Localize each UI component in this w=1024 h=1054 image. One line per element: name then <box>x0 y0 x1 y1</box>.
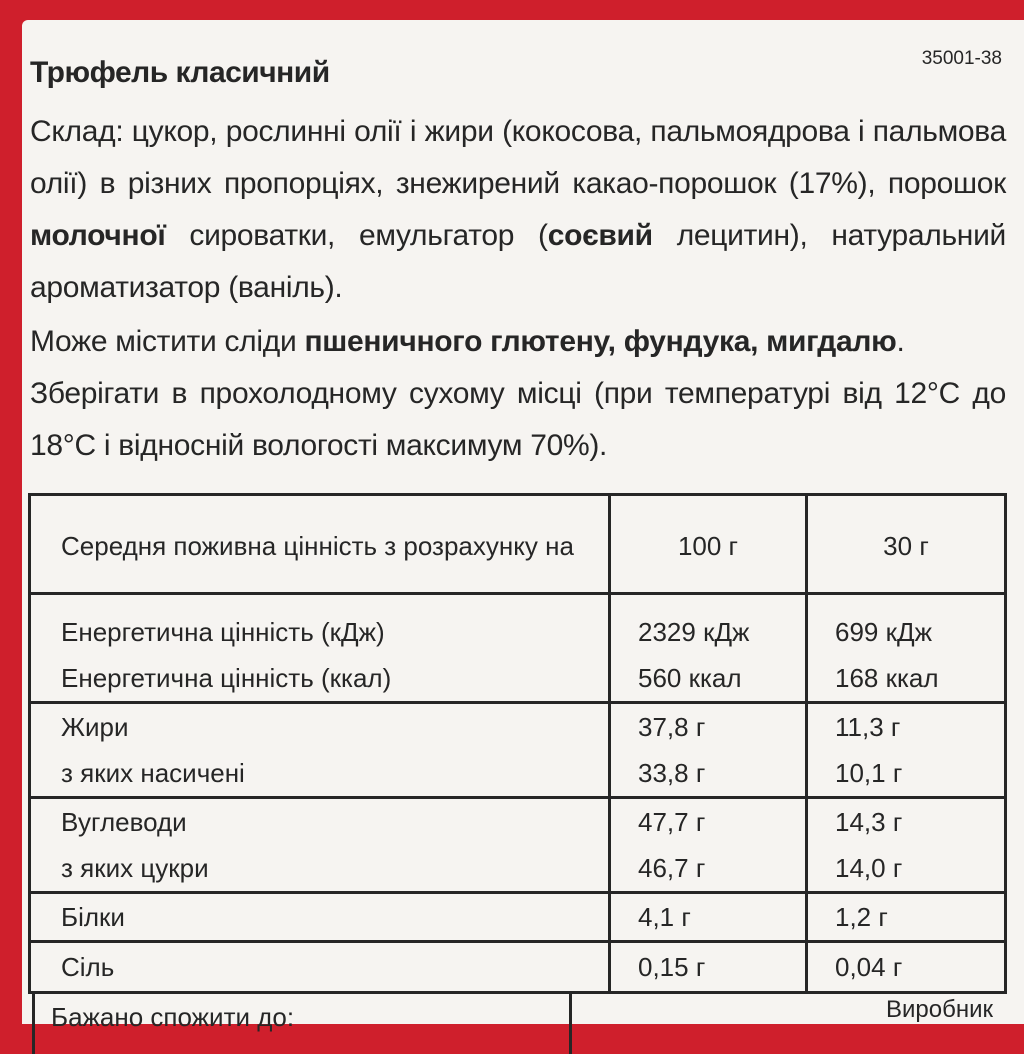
value-30g: 168 ккал <box>807 655 1006 703</box>
product-code: 35001-38 <box>921 48 1002 69</box>
ingredients-text <box>30 106 1006 314</box>
nutrient-name: Енергетична цінність (кДж) <box>30 594 610 656</box>
value-100g: 2329 кДж <box>610 594 807 656</box>
nutrient-name: Сіль <box>30 942 610 993</box>
allergen-soy: соєвий <box>547 219 653 252</box>
value-100g: 46,7 г <box>610 845 807 893</box>
nutrition-header-100g: 100 г <box>610 495 807 594</box>
value-30g: 14,0 г <box>807 845 1006 893</box>
product-title: Трюфель класичний <box>30 56 330 89</box>
ingredients-suffix: лецитин), натуральний ароматизатор (ваніль). <box>30 219 1006 304</box>
allergens-bold: пшеничного глютену, фундука, мигдалю <box>304 325 897 358</box>
table-row <box>30 750 1006 798</box>
nutrient-name: Енергетична цінність (ккал) <box>30 655 610 703</box>
nutrition-table <box>28 493 1007 994</box>
value-100g: 0,15 г <box>610 942 807 993</box>
value-30g: 0,04 г <box>807 942 1006 993</box>
ingredients-prefix: Склад: цукор, рослинні олії і жири (кокосова, пальмоядрова і пальмова олії) в різних пропорціях, знежирений какао-порошок (17%), порошок <box>30 115 1006 200</box>
table-row <box>30 893 1006 942</box>
nutrient-name: Вуглеводи <box>30 798 610 846</box>
allergens-text <box>30 316 1006 368</box>
nutrition-header-label: Середня поживна цінність з розрахунку на <box>30 495 610 594</box>
value-30g: 11,3 г <box>807 703 1006 751</box>
best-before-box <box>32 991 572 1054</box>
value-30g: 699 кДж <box>807 594 1006 656</box>
storage-text: Зберігати в прохолодному сухому місці (при температурі від 12°С до 18°С і відносній вологості максимум 70%). <box>30 377 1006 462</box>
nutrient-name: Білки <box>30 893 610 942</box>
table-row <box>30 942 1006 993</box>
manufacturer-label: Виробник <box>886 996 994 1023</box>
table-row <box>30 655 1006 703</box>
value-30g: 10,1 г <box>807 750 1006 798</box>
value-100g: 37,8 г <box>610 703 807 751</box>
value-100g: 560 ккал <box>610 655 807 703</box>
value-100g: 33,8 г <box>610 750 807 798</box>
value-100g: 4,1 г <box>610 893 807 942</box>
table-row <box>30 594 1006 656</box>
nutrient-name: Жири <box>30 703 610 751</box>
allergen-milk: молочної <box>30 219 166 252</box>
table-row <box>30 703 1006 751</box>
table-row <box>30 845 1006 893</box>
allergens-suffix: . <box>896 325 905 358</box>
best-before-label: Бажано спожити до: <box>51 1002 295 1032</box>
table-row <box>30 798 1006 846</box>
nutrient-name: з яких насичені <box>30 750 610 798</box>
ingredients-mid: сироватки, емульгатор ( <box>165 219 548 252</box>
value-100g: 47,7 г <box>610 798 807 846</box>
value-30g: 1,2 г <box>807 893 1006 942</box>
nutrition-header-30g: 30 г <box>807 495 1006 594</box>
nutrition-header-row <box>30 495 1006 594</box>
nutrient-name: з яких цукри <box>30 845 610 893</box>
value-30g: 14,3 г <box>807 798 1006 846</box>
allergens-prefix: Може містити сліди <box>30 325 305 358</box>
